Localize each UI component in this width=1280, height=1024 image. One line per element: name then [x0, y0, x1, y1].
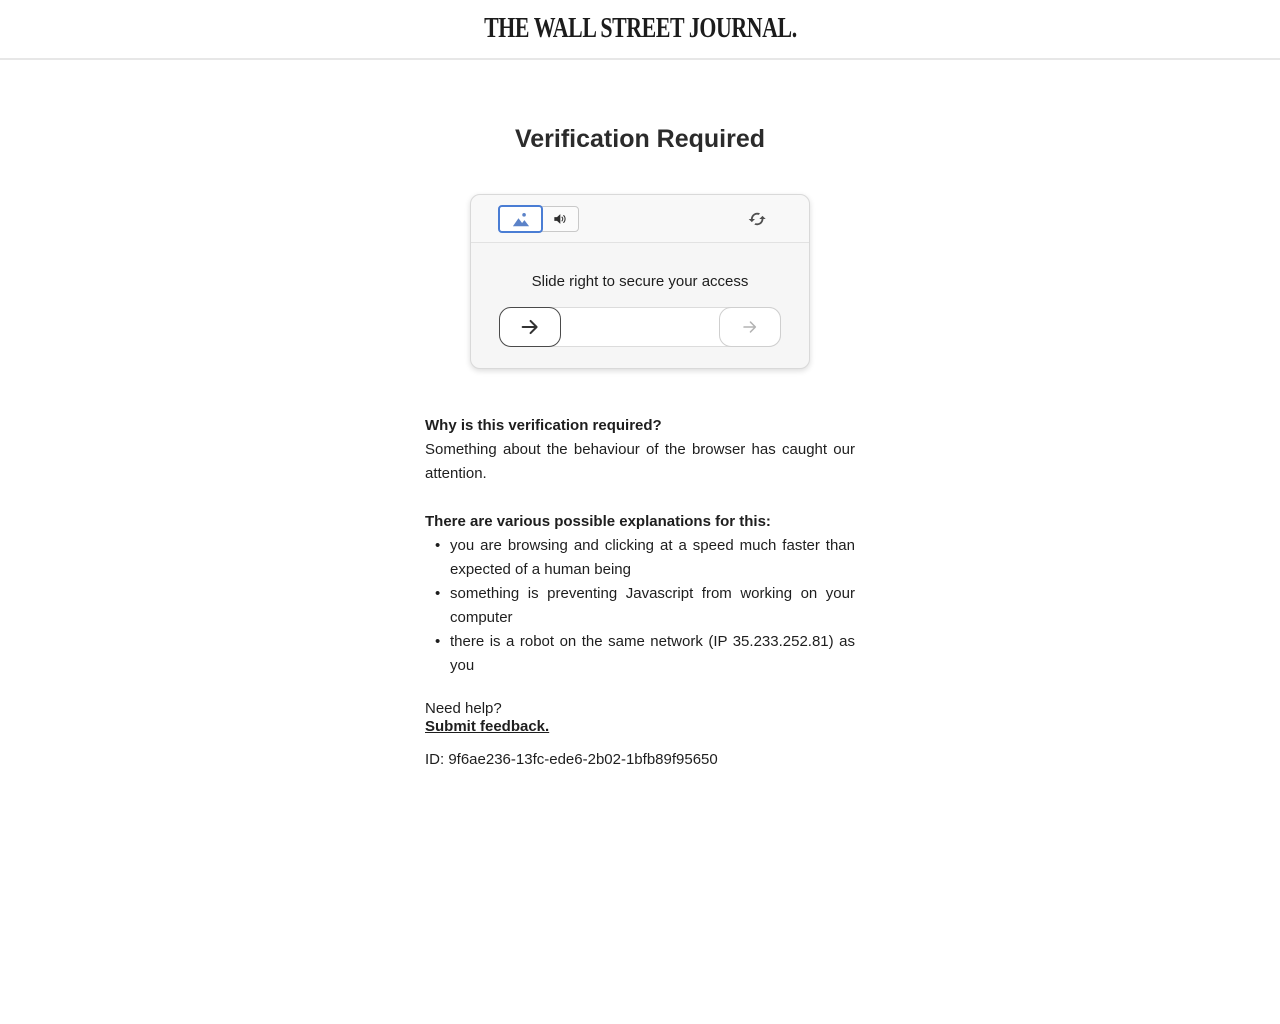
explanations-heading: There are various possible explanations for this: — [425, 513, 771, 530]
image-icon — [510, 210, 532, 228]
slider-captcha — [499, 307, 781, 347]
slider-instruction: Slide right to secure your access — [531, 273, 749, 290]
captcha-body — [471, 273, 809, 368]
speaker-icon — [552, 211, 568, 227]
refresh-challenge-button[interactable] — [747, 208, 769, 230]
image-challenge-toggle-button[interactable] — [498, 205, 543, 233]
arrow-right-icon — [519, 316, 541, 338]
page-title: Verification Required — [514, 125, 766, 153]
why-heading: Why is this verification required? — [425, 417, 662, 434]
help-block — [425, 700, 855, 736]
audio-challenge-toggle-button[interactable] — [541, 206, 579, 232]
verification-id-text: ID: 9f6ae236-13fc-ede6-2b02-1bfb89f95650 — [425, 751, 718, 768]
explanations-list — [425, 534, 855, 678]
captcha-header — [471, 195, 809, 243]
site-header — [0, 0, 1280, 60]
explanation-section — [425, 414, 855, 769]
why-body-text: Something about the behaviour of the browser has caught our attention. — [425, 441, 855, 482]
need-help-text: Need help? — [425, 700, 502, 717]
refresh-icon — [748, 209, 768, 229]
list-item: • there is a robot on the same network (IP 35.233.252.81) as you — [425, 630, 855, 678]
list-item: • you are browsing and clicking at a speed much faster than expected of a human being — [425, 534, 855, 582]
arrow-right-icon — [741, 318, 759, 336]
list-item: • something is preventing Javascript from working on your computer — [425, 582, 855, 630]
submit-feedback-link[interactable]: Submit feedback. — [425, 718, 550, 735]
captcha-card — [470, 194, 810, 369]
wsj-logo: THE WALL STREET JOURNAL. — [483, 13, 797, 44]
slider-target — [719, 307, 781, 347]
slider-handle[interactable] — [499, 307, 561, 347]
